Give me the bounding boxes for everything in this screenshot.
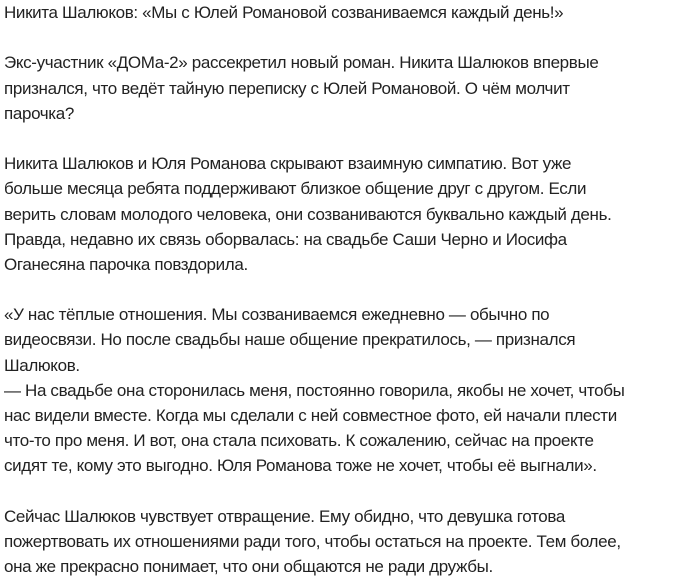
text-line: Шалюков. (4, 355, 80, 375)
text-line: видеосвязи. Но после свадьбы наше общение прекратилось, — признался (4, 330, 576, 350)
paragraph-2 (4, 151, 624, 277)
text-line: пожертвовать их отношениями ради того, чтобы остаться на проекте. Тем более, (4, 531, 621, 551)
text-line: она же прекрасно понимает, что они общаются не ради дружбы. (4, 557, 493, 577)
text-line: «У нас тёплые отношения. Мы созваниваемся ежедневно — обычно по (4, 305, 550, 325)
text-line: Сейчас Шалюков чувствует отвращение. Ему обидно, что девушка готова (4, 506, 565, 526)
text-line: больше месяца ребята поддерживают близкое общение друг с другом. Если (4, 179, 587, 199)
text-line: Никита Шалюков и Юля Романова скрывают взаимную симпатию. Вот уже (4, 154, 572, 174)
paragraph-4 (4, 504, 624, 579)
text-line: Оганесяна парочка повздорила. (4, 254, 248, 274)
text-line: сидят те, кому это выгодно. Юля Романова тоже не хочет, чтобы её выгнали». (4, 456, 597, 476)
article (4, 0, 624, 579)
text-line: признался, что ведёт тайную переписку с Юлей Романовой. О чём молчит (4, 78, 570, 98)
text-line: верить словам молодого человека, они созваниваются буквально каждый день. (4, 204, 612, 224)
text-line: — На свадьбе она сторонилась меня, постоянно говорила, якобы не хочет, чтобы (4, 380, 625, 400)
paragraph-3-quote (4, 302, 624, 478)
text-line: что-то про меня. И вот, она стала психовать. К сожалению, сейчас на проекте (4, 431, 594, 451)
text-line: нас видели вместе. Когда мы сделали с ней совместное фото, ей начали плести (4, 406, 617, 425)
article-title: Никита Шалюков: «Мы с Юлей Романовой созваниваемся каждый день!» (4, 3, 564, 22)
text-line: парочка? (4, 103, 74, 123)
text-line: Правда, недавно их связь оборвалась: на свадьбе Саши Черно и Иосифа (4, 229, 567, 249)
text-line: Экс-участник «ДОМа-2» рассекретил новый роман. Никита Шалюков впервые (4, 53, 599, 73)
paragraph-1 (4, 50, 624, 126)
